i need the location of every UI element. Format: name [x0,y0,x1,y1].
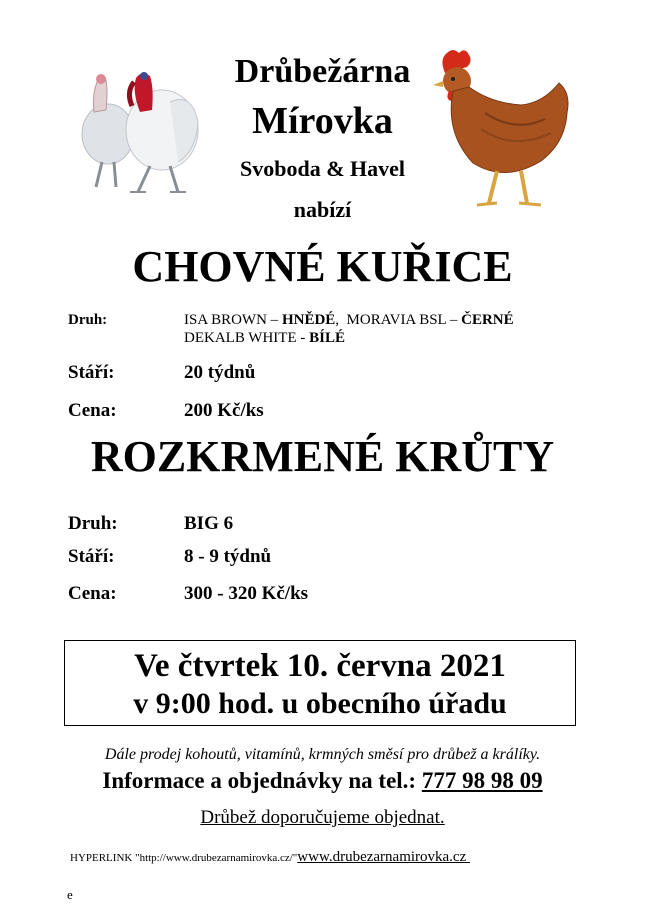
additional-offer: Dále prodej kohoutů, vitamínů, krmných směsí pro drůbež a králíky. [104,746,541,763]
farm-name-line1: Drůbežárna [234,53,411,90]
price-value: 300 - 320 Kč/ks [184,583,309,604]
price-label: Cena: [68,400,117,421]
hyperlink-code: HYPERLINK "http://www.drubezarnamirovka.cz/" [70,852,298,864]
hyperlink-line [70,850,470,865]
event-box [64,640,576,726]
age-value: 20 týdnů [184,362,256,383]
color-brown: HNĚDÉ [281,312,336,328]
color-white: BÍLÉ [309,330,345,346]
age-label: Stáří: [68,546,115,567]
event-time-place: v 9:00 hod. u obecního úřadu [133,687,507,720]
breed-label: Druh: [68,312,108,328]
farm-name-line2: Mírovka [252,100,393,142]
breed-value: BIG 6 [184,513,234,534]
breed-moravia: , MORAVIA BSL – [335,312,462,328]
age-value: 8 - 9 týdnů [184,546,272,567]
order-advice: Drůbež doporučujeme objednat. [200,807,445,828]
contact-info [0,766,645,796]
stray-character: e [67,887,73,902]
breed-line2 [184,329,345,347]
phone-number[interactable]: 777 98 98 09 [421,768,543,793]
color-black: ČERNÉ [461,312,514,328]
breed-line1 [184,311,514,329]
section-title-turkeys: ROZKRMENÉ KRŮTY [90,432,555,481]
breed-isa: ISA BROWN – [184,312,282,328]
price-value: 200 Kč/ks [184,400,264,421]
breed-dekalb: DEKALB WHITE - [184,330,310,346]
age-label: Stáří: [68,362,115,383]
owners: Svoboda & Havel [239,156,406,181]
contact-prefix: Informace a objednávky na tel.: [102,768,422,793]
event-date: Ve čtvrtek 10. června 2021 [134,648,506,684]
price-label: Cena: [68,583,117,604]
website-link[interactable]: www.drubezarnamirovka.cz [297,849,470,865]
section-title-hens: CHOVNÉ KUŘICE [132,242,513,291]
offers-text: nabízí [293,197,352,222]
breed-label: Druh: [68,513,118,534]
